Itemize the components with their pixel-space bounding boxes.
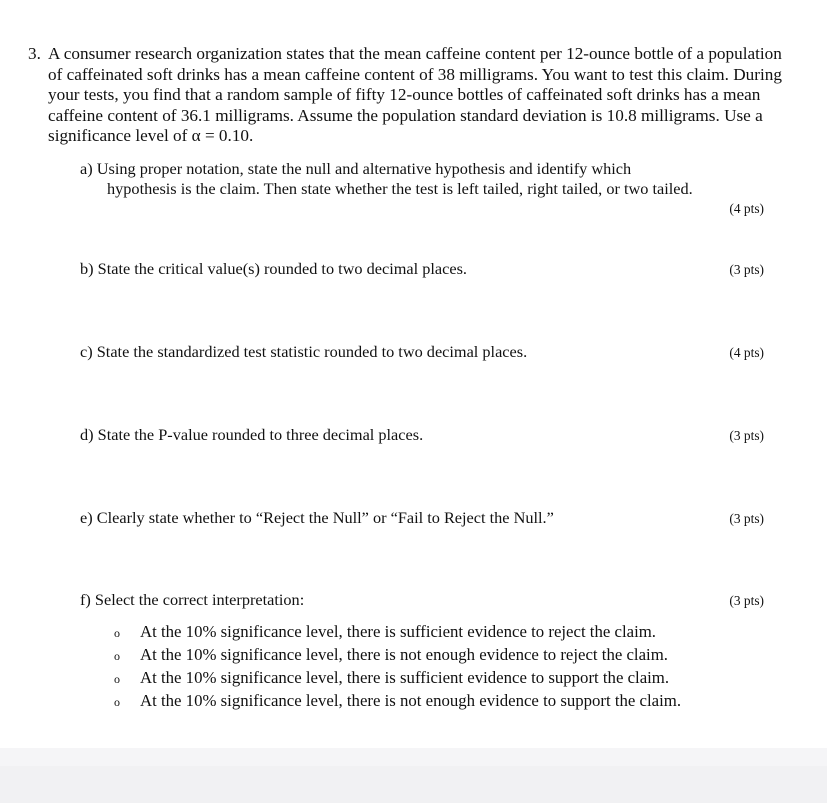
points-f: (3 pts) (729, 593, 764, 608)
part-label: d) (80, 425, 94, 444)
option-text: At the 10% significance level, there is not enough evidence to reject the claim. (140, 645, 668, 664)
next-page-strip (0, 766, 827, 803)
interpretation-options (114, 621, 754, 713)
bullet-circle-icon: o (114, 626, 120, 640)
question-text: A consumer research organization states that the mean caffeine content per 12-ounce bottle of a population of caffeinated soft drinks has a mean caffeine content of 38 milligrams. You want to test this claim. During your tests, you find that a random sample of fifty 12-ounce bottles of caffeinated soft drinks has a mean caffeine content of 36.1 milligrams. Assume the population standard deviation is 10.8 milligrams. Use a significance level of α = 0.10. (48, 44, 782, 145)
part-label: c) (80, 342, 93, 361)
question-3 (28, 44, 788, 147)
part-text-continued: hypothesis is the claim. Then state whether the test is left tailed, right tailed, or two tailed. (107, 179, 693, 198)
part-text: State the P-value rounded to three decimal places. (97, 425, 424, 444)
option-item[interactable] (114, 621, 754, 644)
option-text: At the 10% significance level, there is sufficient evidence to support the claim. (140, 668, 670, 687)
part-e (80, 508, 770, 528)
part-label: e) (80, 508, 93, 527)
option-item[interactable] (114, 644, 754, 667)
part-a (80, 159, 770, 199)
part-label: f) (80, 590, 91, 609)
page-gap (0, 748, 827, 766)
bullet-circle-icon: o (114, 672, 120, 686)
points-b: (3 pts) (729, 262, 764, 277)
part-text: Clearly state whether to “Reject the Null” or “Fail to Reject the Null.” (96, 508, 554, 527)
part-c (80, 342, 770, 362)
part-text: Using proper notation, state the null and alternative hypothesis and identify which (96, 159, 632, 178)
part-label: a) (80, 159, 93, 178)
bullet-circle-icon: o (114, 695, 120, 709)
bullet-circle-icon: o (114, 649, 120, 663)
part-text: Select the correct interpretation: (94, 590, 305, 609)
option-item[interactable] (114, 690, 754, 713)
option-text: At the 10% significance level, there is not enough evidence to support the claim. (140, 691, 682, 710)
part-b (80, 259, 770, 279)
part-d (80, 425, 770, 445)
part-label: b) (80, 259, 94, 278)
question-number: 3. (28, 44, 41, 63)
option-item[interactable] (114, 667, 754, 690)
part-text: State the critical value(s) rounded to two decimal places. (97, 259, 467, 278)
points-a: (4 pts) (729, 201, 764, 216)
points-d: (3 pts) (729, 428, 764, 443)
part-f (80, 590, 770, 610)
part-text: State the standardized test statistic rounded to two decimal places. (96, 342, 528, 361)
option-text: At the 10% significance level, there is sufficient evidence to reject the claim. (140, 622, 656, 641)
points-c: (4 pts) (729, 345, 764, 360)
points-e: (3 pts) (729, 511, 764, 526)
